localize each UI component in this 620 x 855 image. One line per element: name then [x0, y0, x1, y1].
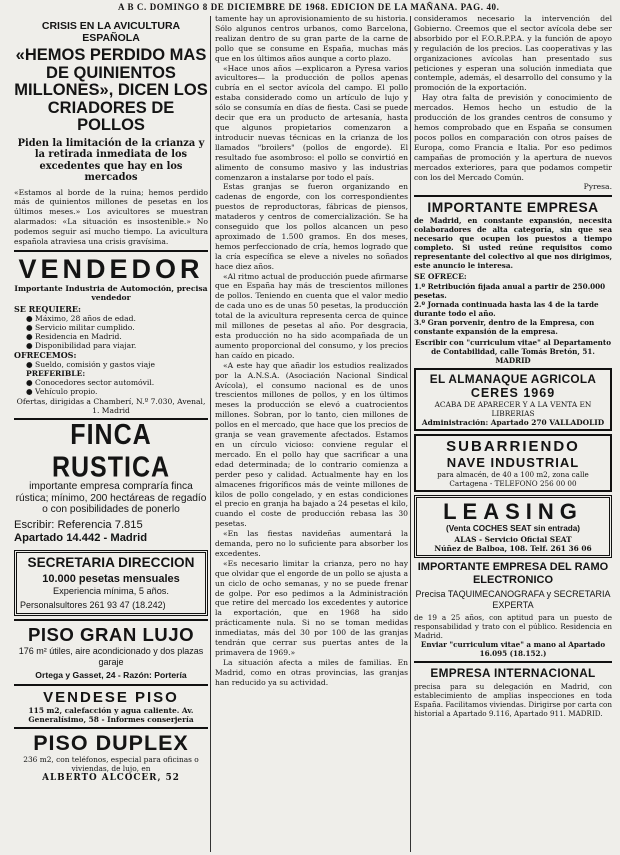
ad-address: Núñez de Balboa, 108. Telf. 261 36 06 — [434, 544, 592, 554]
ad-salary: 10.000 pesetas mensuales — [42, 572, 180, 585]
ad-finca-rustica — [14, 418, 208, 545]
ad-address: Ortega y Gasset, 24 - Razón: Portería — [35, 669, 187, 680]
ad-line: ● Disponibilidad para viajar. — [26, 340, 137, 350]
article-paragraph: Estas granjas se fueron organizando en cadenas de engorde, con los correspondientes puestos de reproductoras, fábricas de piensos, mataderos y centros de comercialización. Se ha conseguido que los pollos alcancen un peso aproximado de 1.500 gramos. En dos meses, hemos perfeccionado de cría, hemos logrado que la cría específica se eleve a niveles no soñados hace diez años. — [215, 182, 408, 271]
ad-address: ALBERTO ALCOCER, 52 — [42, 772, 180, 783]
ad-secretaria — [14, 550, 208, 616]
ad-vendese-piso — [14, 689, 208, 724]
divider — [14, 250, 208, 252]
article-kicker: CRISIS EN LA AVICULTURA ESPAÑOLA — [41, 20, 181, 44]
ad-title: SUBARRIENDO — [446, 438, 580, 456]
ad-title-secondary: NAVE INDUSTRIAL — [446, 455, 580, 471]
ad-title: LEASING — [443, 499, 583, 525]
column-right — [414, 14, 612, 852]
ad-line: 1.º Retribución fijada anual a partir de 250.000 pesetas. — [414, 282, 606, 301]
ad-address: Administración: Apartado 270 VALLADOLID — [421, 418, 605, 428]
ad-body: para almacén, de 40 a 100 m2, zona calle Cartagena - TELEFONO 256 00 00 — [437, 470, 589, 489]
ad-contact: Escribir con "curriculum vitae" al Departamento de Contabilidad, calle Tomás Bretón, 51. MADRID — [414, 338, 612, 366]
page-header — [0, 0, 620, 14]
article-paragraph: «Al ritmo actual de producción puede afirmarse que en España hay más de trescientos millones de pollos. Teniendo en cuenta que el valor medio de cada uno es de unas 50 pesetas, la producción total de la avicultura representa cerca de quince mil millones de pesetas al año. Por desgracia, esta producción no ha sido acompañada de un aumento proporcional del consumo, y los precios han caído en picado. — [215, 271, 408, 360]
ad-body: ACABA DE APARECER Y A LA VENTA EN LIBRERIAS — [434, 400, 592, 419]
ad-subtitle: (Venta COCHES SEAT sin entrada) — [445, 524, 581, 534]
ad-body: 176 m² útiles, aire acondicionado y dos plazas garaje — [18, 645, 204, 667]
ad-title-secondary: CERES 1969 — [470, 386, 556, 401]
ad-title: VENDESE PISO — [43, 688, 179, 706]
divider — [414, 661, 612, 663]
ad-title: VENDEDOR — [18, 253, 204, 284]
article-lead: «Estamos al borde de la ruina; hemos perdido más de quinientos millones de pesetas en los últimos meses.» Los avicultores se muestran alarmados: «La situación es insostenible.» No podemos seguir así mucho tiempo. La avicultura española atraviesa una crisis gravísima. — [14, 187, 208, 247]
ad-section-title: SE OFRECE: — [414, 272, 467, 282]
ad-vendedor — [14, 255, 208, 415]
ad-contact: Personalsultores 261 93 47 (18.242) — [20, 599, 166, 610]
ad-line: ● Conocedores sector automóvil. — [26, 377, 155, 387]
ad-address: Apartado 14.442 - Madrid — [14, 531, 148, 544]
ad-contact: Enviar "curriculum vitae" a mano al Apartado 16.095 (18.152.) — [420, 640, 606, 659]
ad-contact: Ofertas, dirigidas a Chamberí, N.º 7.030, Avenal, 1. Madrid — [16, 396, 206, 415]
ad-line: 2.º Jornada continuada hasta las 4 de la tarde durante todo el año. — [414, 300, 599, 319]
ad-line: ● Vehículo propio. — [26, 386, 98, 396]
ad-title: IMPORTANTE EMPRESA DEL RAMO ELECTRONICO — [417, 561, 609, 587]
column-divider — [210, 16, 211, 852]
ad-section-title: OFRECEMOS: — [14, 349, 77, 360]
ad-subtitle: Importante Industria de Automoción, precisa vendedor — [14, 283, 208, 302]
column-middle — [215, 14, 408, 852]
ad-line: ● Máximo, 28 años de edad. — [26, 313, 136, 323]
ad-title: FINCA RUSTICA — [51, 418, 171, 484]
divider — [14, 619, 208, 621]
ad-leasing — [414, 495, 612, 558]
ad-title: IMPORTANTE EMPRESA — [427, 200, 599, 216]
ad-ramo-electronico — [414, 561, 612, 658]
header-text: A B C. DOMINGO 8 DE DICIEMBRE DE 1968. EDICION DE LA MAÑANA. PAG. 40. — [118, 2, 500, 12]
ad-body: de 19 a 25 años, con aptitud para un puesto de responsabilidad y trato con el público. Residencia en Madrid. — [414, 613, 612, 641]
article-deck: Piden la limitación de la crianza y la retirada inmediata de los excedentes que hay en los mercados — [17, 137, 205, 183]
ad-body: precisa para su delegación en Madrid, con establecimiento de amplias inspecciones en toda España. Facilitamos viviendas. Dirigirse por carta con historial a Apartado 9.116, Apartado 911. MADRID. — [414, 682, 612, 719]
ad-title: EL ALMANAQUE AGRICOLA — [429, 372, 597, 387]
article-headline: «HEMOS PERDIDO MAS DE QUINIENTOS MILLONES», DICEN LOS CRIADORES DE POLLOS — [14, 46, 208, 134]
article-signature: Pyresa. — [583, 182, 612, 192]
ad-line: ● Sueldo, comisión y gastos viaje — [26, 359, 155, 369]
ad-empresa-internacional — [414, 666, 612, 718]
article-paragraph: consideramos necesario la intervención del Gobierno. Creemos que el sector avícola debe ser absorbido por el F.O.R.P.P.A. y la función de apoyo y regulación de los precios. Las cooperativas y las organizaciones avícolas han presentado sus peticiones y esperan una solución inmediata que contemple, además, el desarrollo del consumo y la promoción de la exportación. — [414, 14, 612, 93]
ad-subarriendo — [414, 434, 612, 492]
divider — [414, 195, 612, 197]
ad-line: 3.º Gran porvenir, dentro de la Empresa, con constante expansión de la empresa. — [414, 318, 595, 337]
ad-section-title: SE REQUIERE: — [14, 303, 81, 314]
ad-body: 236 m2, con teléfonos, especial para oficinas o viviendas, de lujo, en — [23, 754, 199, 773]
ad-body: importante empresa compraría finca rústica; mínimo, 200 hectáreas de regadío o con posibilidades de ponerlo — [15, 480, 207, 516]
article-paragraph: «En las fiestas navideñas aumentará la demanda, pero no lo suficiente para absorber los excedentes. — [215, 529, 408, 558]
ad-subtitle: Precisa TAQUIMECANOGRAFA y SECRETARIA EXPERTA — [415, 589, 611, 611]
ad-reference: Escribir: Referencia 7.815 — [14, 518, 143, 531]
ad-piso-duplex — [14, 732, 208, 784]
column-left — [14, 18, 208, 852]
ad-title: PISO GRAN LUJO — [27, 623, 195, 645]
column-divider — [410, 16, 411, 852]
ad-importante-empresa — [414, 200, 612, 365]
ad-line: ● Residencia en Madrid. — [26, 331, 122, 341]
article-paragraph: tamente hay un aprovisionamiento de su historia. Sólo algunos centros urbanos, como Barcelona, realizan dentro de su gran parte de la carne de pollo que se consume en España, muchas más que en los últimos años aunque a corto plazo. — [215, 14, 408, 63]
ad-title: PISO DUPLEX — [33, 730, 189, 755]
divider — [14, 727, 208, 729]
article-paragraph: «A este hay que añadir los estudios realizados por la A.N.S.A. (Asociación Nacional Sindical Avícola), el consumo nacional es de unos trescientos millones de pollos, y en los últimos meses la producción se elevó a cuatrocientos millones. Sobran, por lo tanto, cien millones de pollos en el mercado, que hace que los precios de granja se vean gravemente afectados. Estamos en un círculo vicioso: conviene regular el mercado. En el pollo hay que sacrificar a una edad determinada; de lo contrario comienza a perder peso y calidad. Actualmente hay en los almacenes frigoríficos más de veinte millones de kilos de pollo congelado, y en estas condiciones el precio en granja ha bajado a 24 pesetas el kilo, cuando el coste de producción rebasa las 30 pesetas. — [215, 360, 408, 529]
ad-body: de Madrid, en constante expansión, necesita colaboradores de alta categoría, sin que sea necesario que ocupen los puestos a tiempo completo. Si usted reúne requisitos como representante del colectivo al que nos dirigimos, este anuncio le interesa. — [414, 216, 612, 271]
ad-experience: Experiencia mínima, 5 años. — [53, 585, 169, 596]
ad-piso-gran-lujo — [14, 624, 208, 681]
ad-line: PREFERIBLE: — [26, 368, 86, 378]
ad-title: EMPRESA INTERNACIONAL — [430, 666, 596, 681]
article-paragraph: «Es necesario limitar la crianza, pero no hay que olvidar que el engorde de un pollo se ajusta a un ciclo de ocho semanas, y no se puede frenar de golpe. Por eso pedimos a la Administración que retire del mercado los excedentes y autorice la exportación, que en 1968 ha sido prácticamente nula. Si no se toman medidas inmediatas, más del 30 por 100 de las granjas tendrán que cerrar sus puertas antes de la primavera de 1969.» — [215, 558, 408, 657]
ad-line: ● Servicio militar cumplido. — [26, 322, 135, 332]
ad-title: SECRETARIA DIRECCION — [27, 554, 195, 570]
divider — [14, 684, 208, 686]
article-paragraph: «Hace unos años —explicaron a Pyresa varios avicultores— la producción de pollos apenas cubría en el sector avícola del campo. El pollo estaba considerado como un artículo de lujo y sólo se consumía en días de fiesta. Casi se puede decir que era un producto de artesanía, hasta que algunos propietarios comenzaron a introducir nuevas técnicas en la crianza de los llamados "broilers" (pollos de engorde). El resultado fue asombroso: el pollo se convirtió en alimento de consumo masivo y las industrias comenzaron a instalarse por todo el país. — [215, 63, 408, 182]
ad-body: ALAS - Servicio Oficial SEAT — [454, 535, 572, 545]
ad-body: 115 m2, calefacción y agua caliente. Av. Generalísimo, 58 - Informes conserjería — [28, 705, 194, 724]
article-paragraph: Hay otra falta de previsión y conocimiento de mercados. Hemos hecho un estudio de la producción de los grandes centros de consumo y hemos comprobado que en España se consumen pocos pollos en comparación con otros países de Europa, como Francia e Italia. Por eso pedimos campañas de promoción y la apertura de nuevos mercados exteriores, para que podamos competir con los del Mercado Común. — [414, 93, 612, 182]
article-paragraph: La situación afecta a miles de familias. En Madrid, como en otras provincias, las granjas han reducido ya su actividad. — [215, 657, 408, 687]
ad-almanaque — [414, 368, 612, 431]
